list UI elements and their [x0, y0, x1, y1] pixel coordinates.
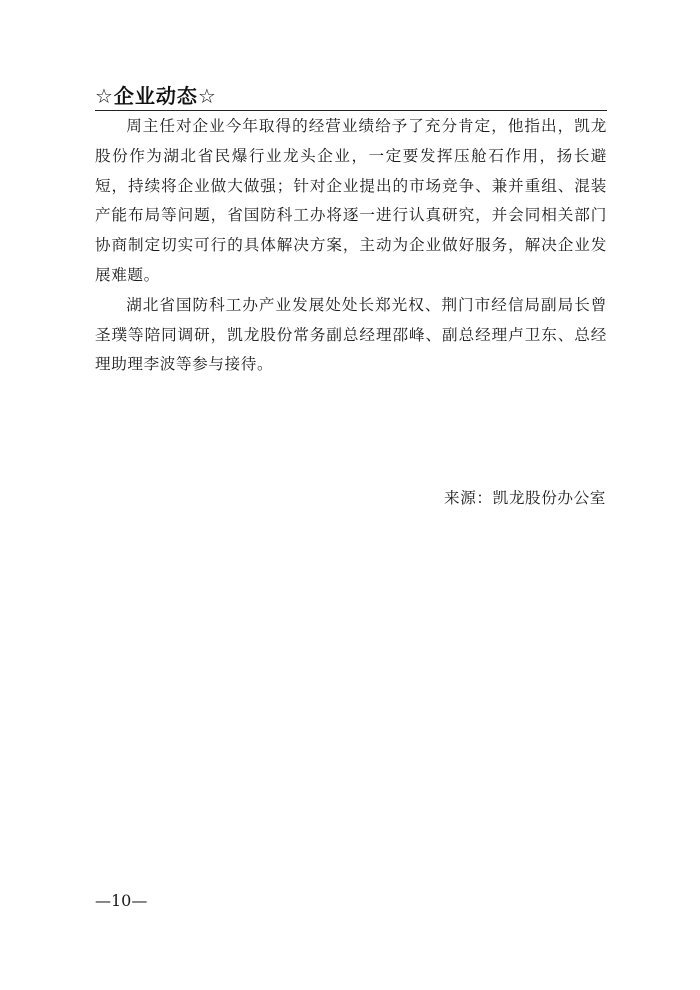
article-source: 来源：凯龙股份办公室: [444, 489, 606, 507]
page-number: —10—: [95, 891, 148, 910]
section-title: ☆企业动态☆: [95, 84, 217, 108]
article-paragraph-1: 周主任对企业今年取得的经营业绩给予了充分肯定，他指出，凯龙股份作为湖北省民爆行业龙头企业，一定要发挥压舱石作用，扬长避短，持续将企业做大做强；针对企业提出的市场竞争、兼并重组、混装产能布局等问题，省国防科工办将逐一进行认真研究，并会同相关部门协商制定切实可行的具体解决方案，主动为企业做好服务，解决企业发展难题。: [95, 117, 607, 284]
header-divider: [95, 110, 607, 111]
article-body: [95, 112, 607, 380]
article-paragraph-2: 湖北省国防科工办产业发展处处长郑光权、荆门市经信局副局长曾圣璞等陪同调研，凯龙股份常务副总经理邵峰、副总经理卢卫东、总经理助理李波等参与接待。: [95, 295, 607, 374]
